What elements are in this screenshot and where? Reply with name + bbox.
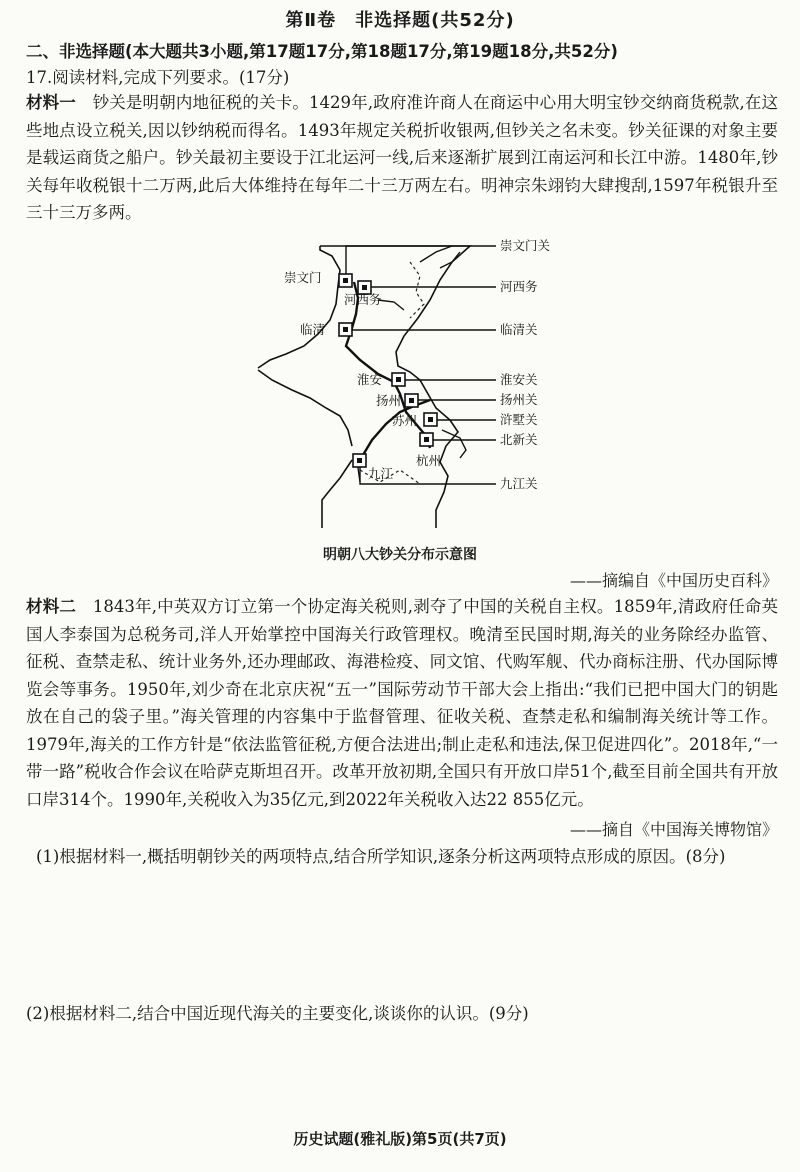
callout-hexiwu: 河西务 bbox=[500, 279, 538, 294]
map-label-suzhou: 苏州 bbox=[392, 413, 418, 428]
question-17-part-2: (2)根据材料二,结合中国近现代海关的主要变化,谈谈你的认识。(9分) bbox=[26, 1004, 529, 1023]
map-label-chongwenmen: 崇文门 bbox=[284, 270, 322, 285]
callout-huaian-guan: 淮安关 bbox=[500, 372, 538, 387]
material-2-source: ——摘自《中国海关博物馆》 bbox=[569, 820, 778, 839]
page-title: 第Ⅱ卷 非选择题(共52分) bbox=[285, 10, 515, 31]
material-2 bbox=[26, 593, 778, 813]
map-label-yangzhou: 扬州 bbox=[376, 393, 402, 408]
map-caption: 明朝八大钞关分布示意图 bbox=[323, 547, 477, 563]
map-label-jiujiang: 九江 bbox=[368, 466, 394, 481]
map-label-huaian: 淮安 bbox=[357, 372, 383, 387]
callout-beixin-guan: 北新关 bbox=[500, 432, 538, 447]
map-label-linqing: 临清 bbox=[300, 322, 326, 337]
material-1-text: 钞关是明朝内地征税的关卡。1429年,政府准许商人在商运中心用大明宝钞交纳商货税款,在这些地点设立税关,因以钞纳税而得名。1493年规定关税折收银两,但钞关之名未变。钞关征课的对象主要是载运商货之船户。钞关最初主要设于江北运河一线,后来逐渐扩展到江南运河和长江中游。1480年,钞关每年收税银十二万两,此后大体维持在每年二十三万两左右。明神宗朱翊钧大肆搜刮,1597年税银升至三十三万多两。 bbox=[26, 93, 779, 222]
callout-jiujiang-guan: 九江关 bbox=[500, 476, 538, 491]
question-17-part-1: (1)根据材料一,概括明朝钞关的两项特点,结合所学知识,逐条分析这两项特点形成的原因。(8分) bbox=[36, 847, 726, 866]
question-17-intro: 17.阅读材料,完成下列要求。(17分) bbox=[26, 68, 290, 87]
map-label-hangzhou: 杭州 bbox=[416, 453, 442, 468]
material-1-label: 材料一 bbox=[26, 93, 76, 112]
callout-hushu-guan: 浒墅关 bbox=[500, 412, 538, 427]
callout-yangzhou-guan: 扬州关 bbox=[500, 392, 538, 407]
page-footer: 历史试题(雅礼版)第5页(共7页) bbox=[293, 1130, 507, 1148]
material-2-text: 1843年,中英双方订立第一个协定海关税则,剥夺了中国的关税自主权。1859年,清政府任命英国人李泰国为总税务司,洋人开始掌控中国海关行政管理权。晚清至民国时期,海关的业务除经办监管、征税、查禁走私、统计业务外,还办理邮政、海港检疫、同文馆、代购军舰、代办商标注册、代办国际博览会等事务。1950年,刘少奇在北京庆祝“五一”国际劳动节干部大会上指出:“我们已把中国大门的钥匙放在自己的袋子里。”海关管理的内容集中于监督管理、征收关税、查禁走私和编制海关统计等工作。1979年,海关的工作方针是“依法监管征税,方便合法进出;制止走私和违法,保卫促进四化”。2018年,“一带一路”税收合作会议在哈萨克斯坦召开。改革开放初期,全国只有开放口岸51个,截至目前全国共有开放口岸314个。1990年,关税收入为35亿元,到2022年关税收入达22 855亿元。 bbox=[26, 597, 779, 809]
material-2-label: 材料二 bbox=[26, 597, 77, 616]
callout-linqing-guan: 临清关 bbox=[500, 322, 538, 337]
section-heading: 二、非选择题(本大题共3小题,第17题17分,第18题17分,第19题18分,共52分) bbox=[26, 42, 618, 61]
callout-chongwenmen-guan: 崇文门关 bbox=[500, 238, 551, 253]
material-1-source: ——摘编自《中国历史百科》 bbox=[569, 571, 778, 590]
map-label-hexiwu: 河西务 bbox=[344, 292, 382, 307]
